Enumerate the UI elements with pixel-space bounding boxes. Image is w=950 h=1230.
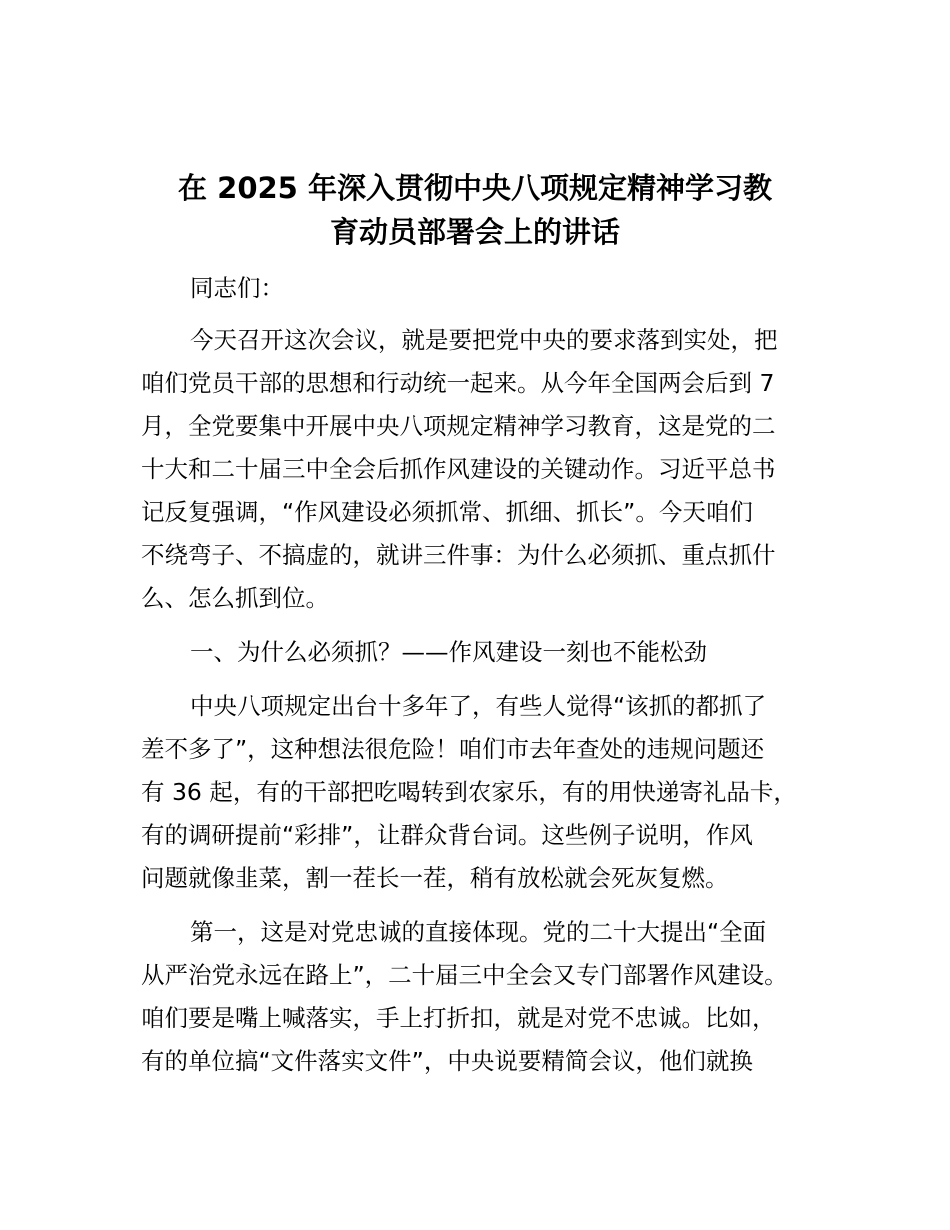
paragraph-3-line-1: 第一，这是对党忠诚的直接体现。党的二十大提出“全面 xyxy=(190,918,767,946)
paragraph-1-line-1: 今天召开这次会议，就是要把党中央的要求落到实处，把 xyxy=(190,326,778,354)
paragraph-2-line-2: 差不多了”，这种想法很危险！咱们市去年查处的违规问题还 xyxy=(141,735,765,763)
paragraph-1-line-3: 月，全党要集中开展中央八项规定精神学习教育，这是党的二 xyxy=(141,412,776,440)
paragraph-1-line-4: 十大和二十届三中全会后抓作风建设的关键动作。习近平总书 xyxy=(141,455,776,483)
paragraph-2-line-3: 有 36 起，有的干部把吃喝转到农家乐，有的用快递寄礼品卡， xyxy=(141,778,797,806)
salutation: 同志们： xyxy=(190,274,284,302)
paragraph-3-line-4: 有的单位搞“文件落实文件”，中央说要精简会议，他们就换 xyxy=(141,1047,753,1075)
paragraph-1-line-2: 咱们党员干部的思想和行动统一起来。从今年全国两会后到 7 xyxy=(141,369,775,397)
document-title-line-1: 在 2025 年深入贯彻中央八项规定精神学习教 xyxy=(178,171,772,205)
paragraph-2-line-4: 有的调研提前“彩排”，让群众背台词。这些例子说明，作风 xyxy=(141,821,753,849)
document-title-line-2: 育动员部署会上的讲话 xyxy=(329,215,620,249)
paragraph-1-line-6: 不绕弯子、不搞虚的，就讲三件事：为什么必须抓、重点抓什 xyxy=(141,541,776,569)
paragraph-2-line-1: 中央八项规定出台十多年了，有些人觉得“该抓的都抓了 xyxy=(190,692,767,720)
paragraph-3-line-3: 咱们要是嘴上喊落实，手上打折扣，就是对党不忠诚。比如， xyxy=(141,1004,776,1032)
paragraph-3-line-2: 从严治党永远在路上”，二十届三中全会又专门部署作风建设。 xyxy=(141,961,788,989)
paragraph-1-line-5: 记反复强调，“作风建设必须抓常、抓细、抓长”。今天咱们 xyxy=(141,498,753,526)
paragraph-1-line-7: 么、怎么抓到位。 xyxy=(141,584,329,612)
section-heading-1: 一、为什么必须抓？——作风建设一刻也不能松劲 xyxy=(190,638,707,666)
paragraph-2-line-5: 问题就像韭菜，割一茬长一茬，稍有放松就会死灰复燃。 xyxy=(141,864,729,892)
